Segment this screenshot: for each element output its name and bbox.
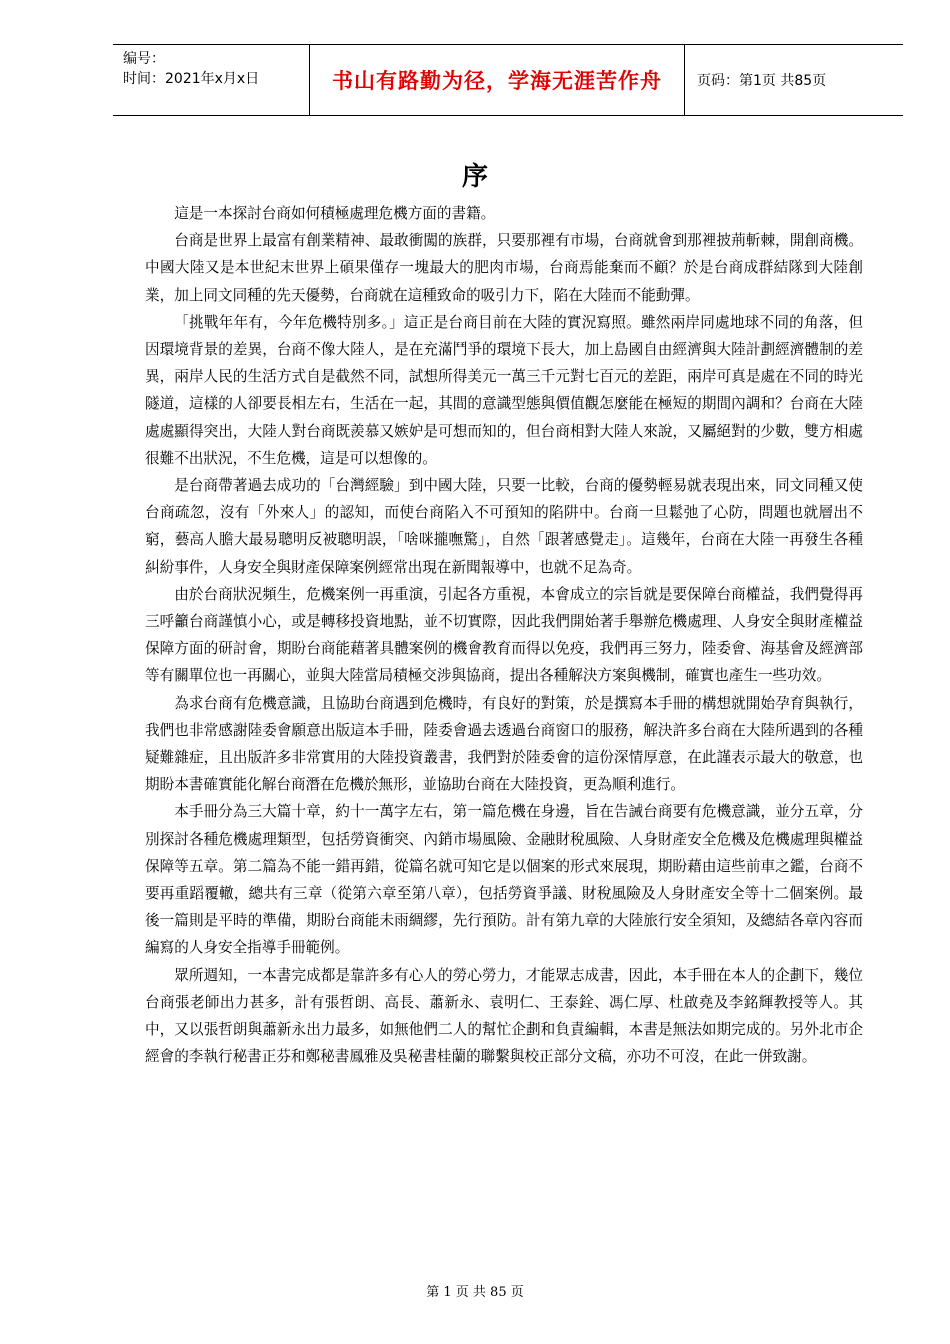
header-date-label: 时间：2021年x月x日 <box>123 71 260 87</box>
header-number-label: 编号： <box>123 51 165 67</box>
paragraph: 眾所週知，一本書完成都是靠許多有心人的勞心勞力，才能眾志成書，因此，本手冊在本人的企劃下，幾位台商張老師出力甚多，計有張哲朗、高長、蕭新永、袁明仁、王泰銓、馮仁厚、杜啟堯及李銘輝教授等人。其中，又以張哲朗與蕭新永出力最多，如無他們二人的幫忙企劃和負責編輯，本書是無法如期完成的。另外北市企經會的李執行秘書正芬和鄭秘書鳳雅及吳秘書桂蘭的聯繫與校正部分文稿，亦功不可沒，在此一併致謝。 <box>145 966 863 1066</box>
document-body <box>145 200 863 1071</box>
page-header <box>113 44 903 116</box>
paragraph: 由於台商狀況頻生，危機案例一再重演，引起各方重視，本會成立的宗旨就是要保障台商權益，我們覺得再三呼籲台商謹慎小心，或是轉移投資地點，並不切實際，因此我們開始著手舉辦危機處理、人身安全與財產權益保障方面的研討會，期盼台商能藉著具體案例的機會教育而得以免疫，我們再三努力，陸委會、海基會及經濟部等有關單位也一再關心，並與大陸當局積極交涉與協商，提出各種解決方案與機制，確實也產生一些功效。 <box>145 585 863 685</box>
header-meta <box>113 45 310 115</box>
header-page-info: 页码：第1页 共85页 <box>697 73 827 89</box>
header-motto: 书山有路勤为径，学海无涯苦作舟 <box>310 45 685 115</box>
paragraph: 是台商帶著過去成功的「台灣經驗」到中國大陸，只要一比較，台商的優勢輕易就表現出來，同文同種又使台商疏忽，沒有「外來人」的認知，而使台商陷入不可預知的陷阱中。台商一旦鬆弛了心防，問題也就層出不窮，藝高人膽大最易聰明反被聰明誤，「啥咪攏嘸驚」，自然「跟著感覺走」。這幾年，台商在大陸一再發生各種糾紛事件，人身安全與財產保障案例經常出現在新聞報導中，也就不足為奇。 <box>145 477 863 576</box>
paragraph: 本手冊分為三大篇十章，約十一萬字左右，第一篇危機在身邊，旨在告誡台商要有危機意識，並分五章，分別探討各種危機處理類型，包括勞資衝突、內銷市場風險、金融財稅風險、人身財產安全危機及危機處理與權益保障等五章。第二篇為不能一錯再錯，從篇名就可知它是以個案的形式來展現，期盼藉由這些前車之鑑，台商不要再重蹈覆轍，總共有三章（從第六章至第八章），包括勞資爭議、財稅風險及人身財產安全等十二個案例。最後一篇則是平時的準備，期盼台商能未雨綢繆，先行預防。計有第九章的大陸旅行安全須知，及總結各章內容而編寫的人身安全指導手冊範例。 <box>145 803 863 957</box>
document-title: 序 <box>461 162 488 192</box>
paragraph: 為求台商有危機意識，且協助台商遇到危機時，有良好的對策，於是撰寫本手冊的構想就開始孕育與執行，我們也非常感謝陸委會願意出版這本手冊，陸委會過去透過台商窗口的服務，解決許多台商在大陸所遇到的各種疑難雜症，且出版許多非常實用的大陸投資叢書，我們對於陸委會的這份深情厚意，在此謹表示最大的敬意，也期盼本書確實能化解台商潛在危機於無形，並協助台商在大陸投資，更為順利進行。 <box>145 694 863 794</box>
page-footer: 第 1 页 共 85 页 <box>426 1285 524 1300</box>
paragraph: 台商是世界上最富有創業精神、最敢衝闖的族群，只要那裡有市場，台商就會到那裡披荊斬棘，開創商機。中國大陸又是本世紀末世界上碩果僅存一塊最大的肥肉市場，台商焉能棄而不顧？於是台商成群結隊到大陸創業，加上同文同種的先天優勢，台商就在這種致命的吸引力下，陷在大陸而不能動彈。 <box>145 232 863 304</box>
paragraph: 「挑戰年年有，今年危機特別多。」這正是台商目前在大陸的實況寫照。雖然兩岸同處地球不同的角落，但因環境背景的差異，台商不像大陸人，是在充滿鬥爭的環境下長大，加上島國自由經濟與大陸計劃經濟體制的差異，兩岸人民的生活方式自是截然不同，試想所得美元一萬三千元對七百元的差距，兩岸可真是處在不同的時光隧道，這樣的人卻要長相左右，生活在一起，其間的意識型態與價值觀怎麼能在極短的期間內調和？台商在大陸處處顯得突出，大陸人對台商既羨慕又嫉妒是可想而知的，但台商相對大陸人來說，又屬絕對的少數，雙方相處很難不出狀況，不生危機，這是可以想像的。 <box>145 313 863 467</box>
paragraph: 這是一本探討台商如何積極處理危機方面的書籍。 <box>174 205 496 222</box>
